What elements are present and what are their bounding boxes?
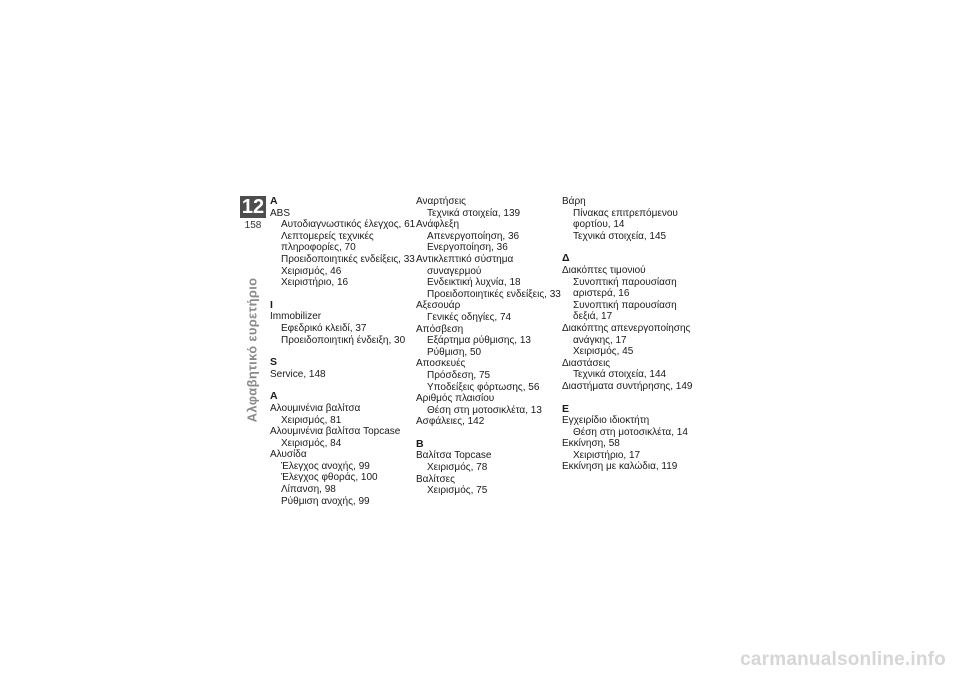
index-entry: Βάρη: [562, 196, 586, 207]
index-entry: Αλουμινένια βαλίτσα Topcase: [270, 426, 401, 438]
index-subentry: Χειριστήριο, 17: [573, 449, 641, 461]
index-subentry: Εφεδρικό κλειδί, 37: [281, 322, 367, 334]
index-subentry: Τεχνικά στοιχεία, 144: [573, 369, 667, 381]
index-entry: Αλουμινένια βαλίτσα: [270, 402, 361, 414]
index-letter: Δ: [562, 252, 570, 265]
index-subentry: αριστερά, 16: [573, 288, 630, 300]
index-entry: Αξεσουάρ: [416, 300, 461, 312]
index-subentry: Χειρισμός, 75: [427, 485, 488, 497]
index-subentry: Λίπανση, 98: [281, 484, 336, 496]
index-letter: Α: [270, 390, 278, 403]
index-entry: Αποσκευές: [416, 358, 466, 370]
index-column-1: [270, 196, 420, 507]
index-entry: Διαστήματα συντήρησης, 149: [562, 380, 693, 392]
index-subentry: πληροφορίες, 70: [281, 242, 356, 254]
index-entry: Αλυσίδα: [270, 449, 307, 461]
index-letter: Β: [416, 437, 424, 450]
index-subentry: Ρύθμιση, 50: [427, 346, 482, 358]
index-letter: Ε: [562, 402, 570, 415]
index-entry: Απόσβεση: [416, 323, 464, 335]
index-subentry: Χειρισμός, 45: [573, 346, 634, 358]
chapter-title: Αλφαβητικό ευρετήριο: [244, 277, 260, 423]
index-subentry: Χειριστήριο, 16: [281, 277, 349, 289]
index-column-3: [562, 196, 712, 473]
index-subentry: Συνοπτική παρουσίαση: [573, 276, 677, 288]
index-entry: Εκκίνηση, 58: [562, 438, 620, 450]
index-letter: S: [270, 356, 278, 369]
index-subentry: Εξάρτημα ρύθμισης, 13: [427, 335, 531, 347]
index-letter: I: [270, 298, 273, 311]
index-subentry: Χειρισμός, 84: [281, 437, 342, 449]
index-subentry: Προειδοποιητικές ενδείξεις, 33: [281, 253, 415, 265]
index-subentry: Χειρισμός, 81: [281, 414, 342, 426]
index-entry: Εγχειρίδιο ιδιοκτήτη: [562, 415, 650, 427]
index-entry: Ανάφλεξη: [416, 219, 460, 231]
index-entry: Βαλίτσες: [416, 473, 455, 485]
index-subentry: Έλεγχος ανοχής, 99: [281, 460, 370, 472]
index-entry: ABS: [270, 207, 291, 219]
index-entry: Εκκίνηση με καλώδια, 119: [562, 461, 678, 473]
index-subentry: Θέση στη μοτοσικλέτα, 13: [427, 404, 542, 416]
index-letter: A: [270, 195, 278, 207]
index-subentry: Θέση στη μοτοσικλέτα, 14: [573, 426, 688, 438]
watermark: carmanualsonline.info: [740, 649, 946, 670]
index-entry: Αριθμός πλαισίου: [416, 393, 495, 405]
index-subentry: Αυτοδιαγνωστικός έλεγχος, 61: [281, 219, 416, 231]
index-subentry: Γενικές οδηγίες, 74: [427, 311, 512, 323]
index-entry: Διακόπτης απενεργοποίησης: [562, 322, 691, 334]
index-entry: Αναρτήσεις: [416, 196, 466, 207]
index-entry: Ασφάλειες, 142: [416, 416, 485, 428]
index-entry: Διακόπτες τιμονιού: [562, 264, 646, 276]
index-column-2: [416, 196, 566, 497]
index-subentry: Τεχνικά στοιχεία, 139: [427, 207, 521, 219]
index-subentry: Προειδοποιητική ένδειξη, 30: [281, 334, 406, 346]
index-subentry: Ρύθμιση ανοχής, 99: [281, 495, 370, 507]
index-subentry: δεξιά, 17: [573, 311, 613, 323]
index-subentry: Χειρισμός, 46: [281, 265, 342, 277]
index-subentry: φορτίου, 14: [573, 219, 625, 231]
index-entry: Βαλίτσα Topcase: [416, 450, 492, 462]
index-subentry: Έλεγχος φθοράς, 100: [281, 472, 378, 484]
index-subentry: Πρόσδεση, 75: [427, 369, 491, 381]
index-subentry: Απενεργοποίηση, 36: [427, 230, 520, 242]
index-subentry: Χειρισμός, 78: [427, 462, 488, 474]
index-entry: Διαστάσεις: [562, 357, 611, 369]
index-entry: Immobilizer: [270, 311, 322, 323]
index-subentry: Ενεργοποίηση, 36: [427, 242, 508, 254]
index-subentry: ανάγκης, 17: [573, 334, 627, 346]
index-subentry: Προειδοποιητικές ενδείξεις, 33: [427, 288, 561, 300]
index-subentry: Συνοπτική παρουσίαση: [573, 299, 677, 311]
index-entry: Service, 148: [270, 368, 326, 380]
chapter-tab: [240, 196, 266, 238]
index-subentry: Υποδείξεις φόρτωσης, 56: [427, 381, 540, 393]
index-entry: Αντικλεπτικό σύστημα: [416, 253, 514, 265]
index-subentry: Τεχνικά στοιχεία, 145: [573, 230, 667, 242]
page-number: 158: [244, 220, 262, 231]
index-subentry: συναγερμού: [427, 265, 482, 277]
index-subentry: Λεπτομερείς τεχνικές: [281, 230, 374, 242]
index-subentry: Πίνακας επιτρεπόμενου: [573, 207, 678, 219]
chapter-number: 12: [241, 196, 265, 218]
index-subentry: Ενδεικτική λυχνία, 18: [427, 277, 521, 289]
